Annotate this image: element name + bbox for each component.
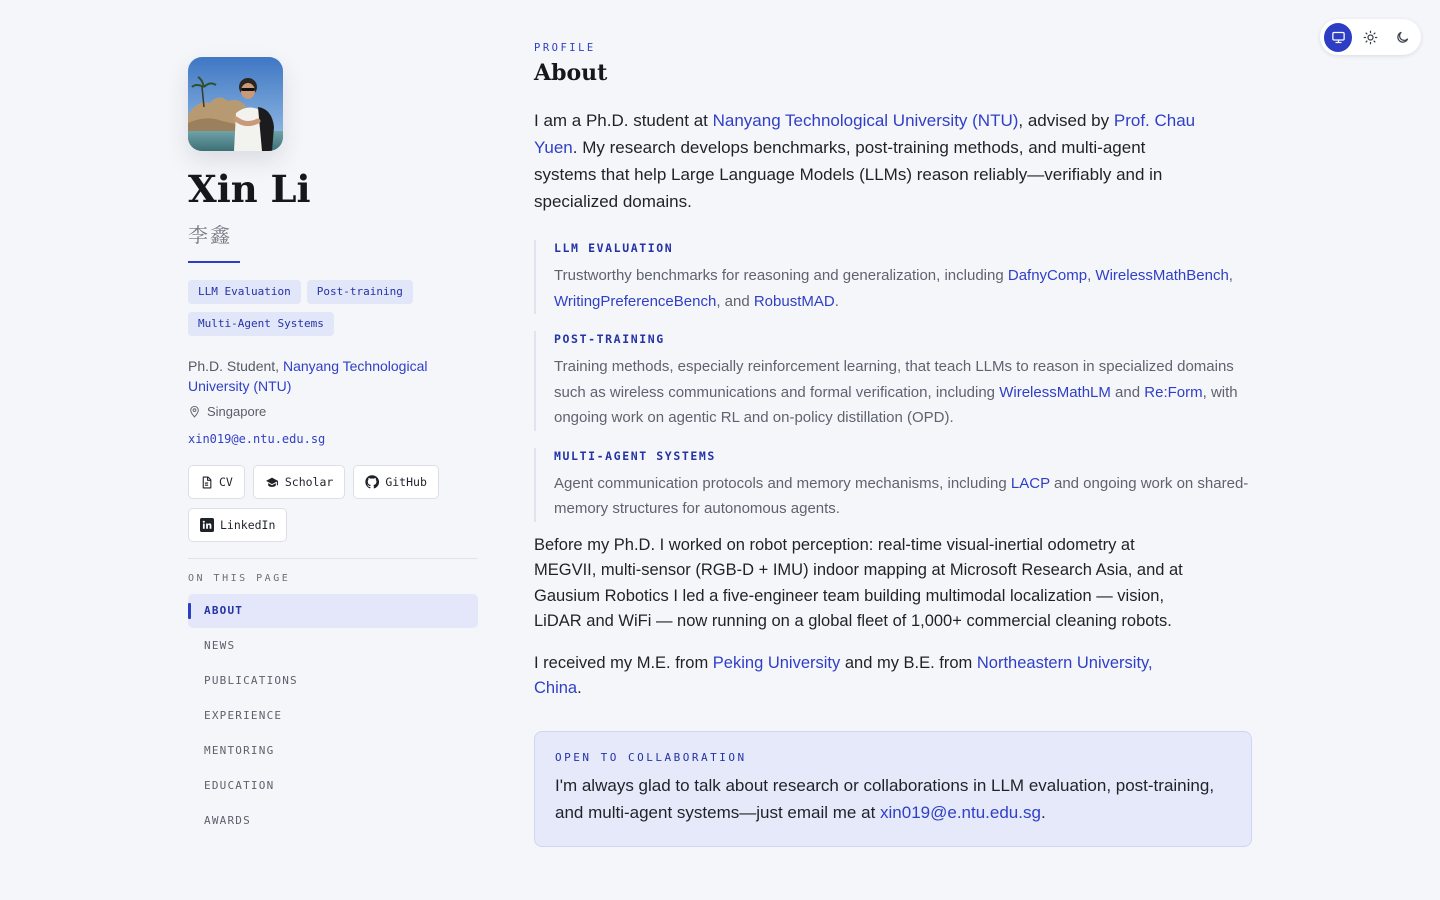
- toc-item-awards[interactable]: AWARDS: [204, 814, 251, 827]
- prior-work-paragraph: Before my Ph.D. I worked on robot perception: real-time visual-inertial odometry at MEGVII, multi-sensor (RGB-D + IMU) indoor mapping at Microsoft Research Asia, and at Gausium Robotics I led a five-engineer team building multimodal localization — vision, LiDAR and WiFi — now running on a global fleet of 1,000+ commercial cleaning robots.: [534, 535, 1183, 630]
- accent-divider: [188, 261, 240, 263]
- sun-icon: [1363, 30, 1378, 45]
- toc-item-news[interactable]: NEWS: [204, 639, 236, 652]
- profile-name: Xin Li: [188, 167, 311, 211]
- cv-button[interactable]: [188, 465, 245, 499]
- cv-button-label: CV: [219, 475, 233, 489]
- intro-text: , advised by: [1018, 111, 1114, 130]
- moon-icon: [1395, 30, 1410, 45]
- scholar-button[interactable]: [253, 465, 345, 499]
- collab-body: [555, 772, 1231, 826]
- tag-post-training: Post-training: [307, 280, 413, 304]
- linkedin-button[interactable]: [188, 508, 287, 542]
- wirelessmathbench-link[interactable]: WirelessMathBench: [1095, 267, 1229, 284]
- area-text: .: [834, 292, 839, 310]
- toc-item-about[interactable]: ABOUT: [188, 594, 478, 628]
- northeastern-university-link[interactable]: Northeastern University, China: [534, 653, 1153, 697]
- ntu-link[interactable]: Nanyang Technological University (NTU): [712, 111, 1019, 130]
- section-eyebrow: PROFILE: [534, 42, 596, 54]
- writingpreferencebench-link[interactable]: WritingPreferenceBench: [554, 292, 717, 310]
- area-text: ,: [1087, 267, 1096, 284]
- wirelessmathlm-link[interactable]: WirelessMathLM: [999, 383, 1111, 401]
- research-area-post-training: [534, 331, 1254, 431]
- area-body: [554, 471, 1254, 522]
- peking-university-link[interactable]: Peking University: [712, 653, 841, 672]
- profile-name-chinese: 李鑫: [188, 225, 232, 247]
- location-text: Singapore: [207, 404, 267, 419]
- linkedin-icon: [200, 518, 214, 532]
- toc-item-mentoring[interactable]: MENTORING: [204, 744, 275, 757]
- affiliation-link[interactable]: Nanyang Technological University (NTU): [188, 358, 428, 394]
- about-intro: [534, 107, 1199, 215]
- area-text: ,: [1228, 267, 1233, 284]
- file-icon: [200, 476, 213, 489]
- area-text: Trustworthy benchmarks for reasoning and generalization, including: [554, 267, 1008, 284]
- intro-text: I am a Ph.D. student at: [534, 111, 713, 130]
- sidebar-divider: [188, 558, 478, 559]
- sidebar: [188, 57, 478, 838]
- education-text: I received my M.E. from: [534, 653, 713, 672]
- collab-text: I'm always glad to talk about research or collaborations in LLM evaluation, post-training, and multi-agent systems—just email me at: [555, 775, 1215, 822]
- area-text: , with ongoing work on agentic RL and on-policy distillation (OPD).: [554, 383, 1238, 426]
- tag-multi-agent-systems: Multi-Agent Systems: [188, 312, 334, 336]
- research-area-multi-agent-systems: [534, 448, 1254, 522]
- toc-item-experience[interactable]: EXPERIENCE: [204, 709, 283, 722]
- area-body: [554, 263, 1254, 314]
- scholar-button-label: Scholar: [284, 475, 334, 489]
- education-paragraph: [534, 651, 1184, 702]
- monitor-icon: [1331, 30, 1346, 45]
- github-button-label: GitHub: [385, 475, 427, 489]
- area-text: Agent communication protocols and memory mechanisms, including: [554, 474, 1011, 492]
- education-text: .: [577, 679, 582, 697]
- area-title: POST-TRAINING: [554, 332, 665, 346]
- avatar-photo: [188, 57, 283, 151]
- dafnycomp-link[interactable]: DafnyComp: [1007, 267, 1088, 284]
- area-title: LLM EVALUATION: [554, 241, 674, 255]
- theme-switcher: [1320, 19, 1421, 55]
- main-content: [534, 40, 1254, 847]
- map-pin-icon: [188, 405, 201, 418]
- section-title: About: [534, 60, 608, 86]
- graduation-cap-icon: [265, 476, 279, 489]
- research-area-llm-evaluation: [534, 240, 1254, 314]
- github-icon: [365, 475, 379, 489]
- area-text: and: [1110, 383, 1145, 401]
- theme-dark-button[interactable]: [1389, 23, 1417, 52]
- area-text: , and: [716, 292, 754, 310]
- area-text: and ongoing work on shared-memory structures for autonomous agents.: [554, 474, 1249, 517]
- education-text: and my B.E. from: [840, 653, 977, 672]
- avatar: [188, 57, 283, 151]
- robustmad-link[interactable]: RobustMAD: [753, 292, 835, 310]
- profile-location: [188, 404, 478, 419]
- advisor-link[interactable]: Prof. Chau Yuen: [534, 111, 1196, 157]
- area-body: [554, 354, 1254, 431]
- toc-item-education[interactable]: EDUCATION: [204, 779, 275, 792]
- lacp-link[interactable]: LACP: [1010, 474, 1050, 492]
- role-prefix: Ph.D. Student,: [188, 358, 283, 374]
- tag-llm-evaluation: LLM Evaluation: [188, 280, 301, 304]
- toc-item-publications[interactable]: PUBLICATIONS: [204, 674, 298, 687]
- table-of-contents: [188, 594, 478, 838]
- email-link[interactable]: xin019@e.ntu.edu.sg: [188, 432, 326, 446]
- area-text: Training methods, especially reinforcement learning, that teach LLMs to reason in specialized domains such as wireless communications and formal verification, including: [554, 358, 1234, 401]
- toc-title: ON THIS PAGE: [188, 573, 291, 584]
- intro-text: . My research develops benchmarks, post-training methods, and multi-agent systems that help Large Language Models (LLMs) reason reliably—verifiably and in specialized domains.: [534, 138, 1163, 211]
- area-title: MULTI-AGENT SYSTEMS: [554, 448, 716, 463]
- github-button[interactable]: [353, 465, 439, 499]
- collab-text-end: .: [1040, 802, 1046, 822]
- collaboration-callout: [534, 731, 1252, 847]
- profile-links: [188, 465, 468, 542]
- profile-role: [188, 356, 458, 396]
- collab-title: OPEN TO COLLABORATION: [555, 750, 747, 764]
- research-areas: [534, 240, 1254, 522]
- research-tags: [188, 280, 448, 336]
- collab-email-link[interactable]: xin019@e.ntu.edu.sg: [880, 802, 1041, 822]
- linkedin-button-label: LinkedIn: [220, 518, 276, 532]
- re-form-link[interactable]: Re:Form: [1144, 383, 1203, 401]
- theme-light-button[interactable]: [1356, 23, 1384, 52]
- theme-system-button[interactable]: [1324, 23, 1352, 52]
